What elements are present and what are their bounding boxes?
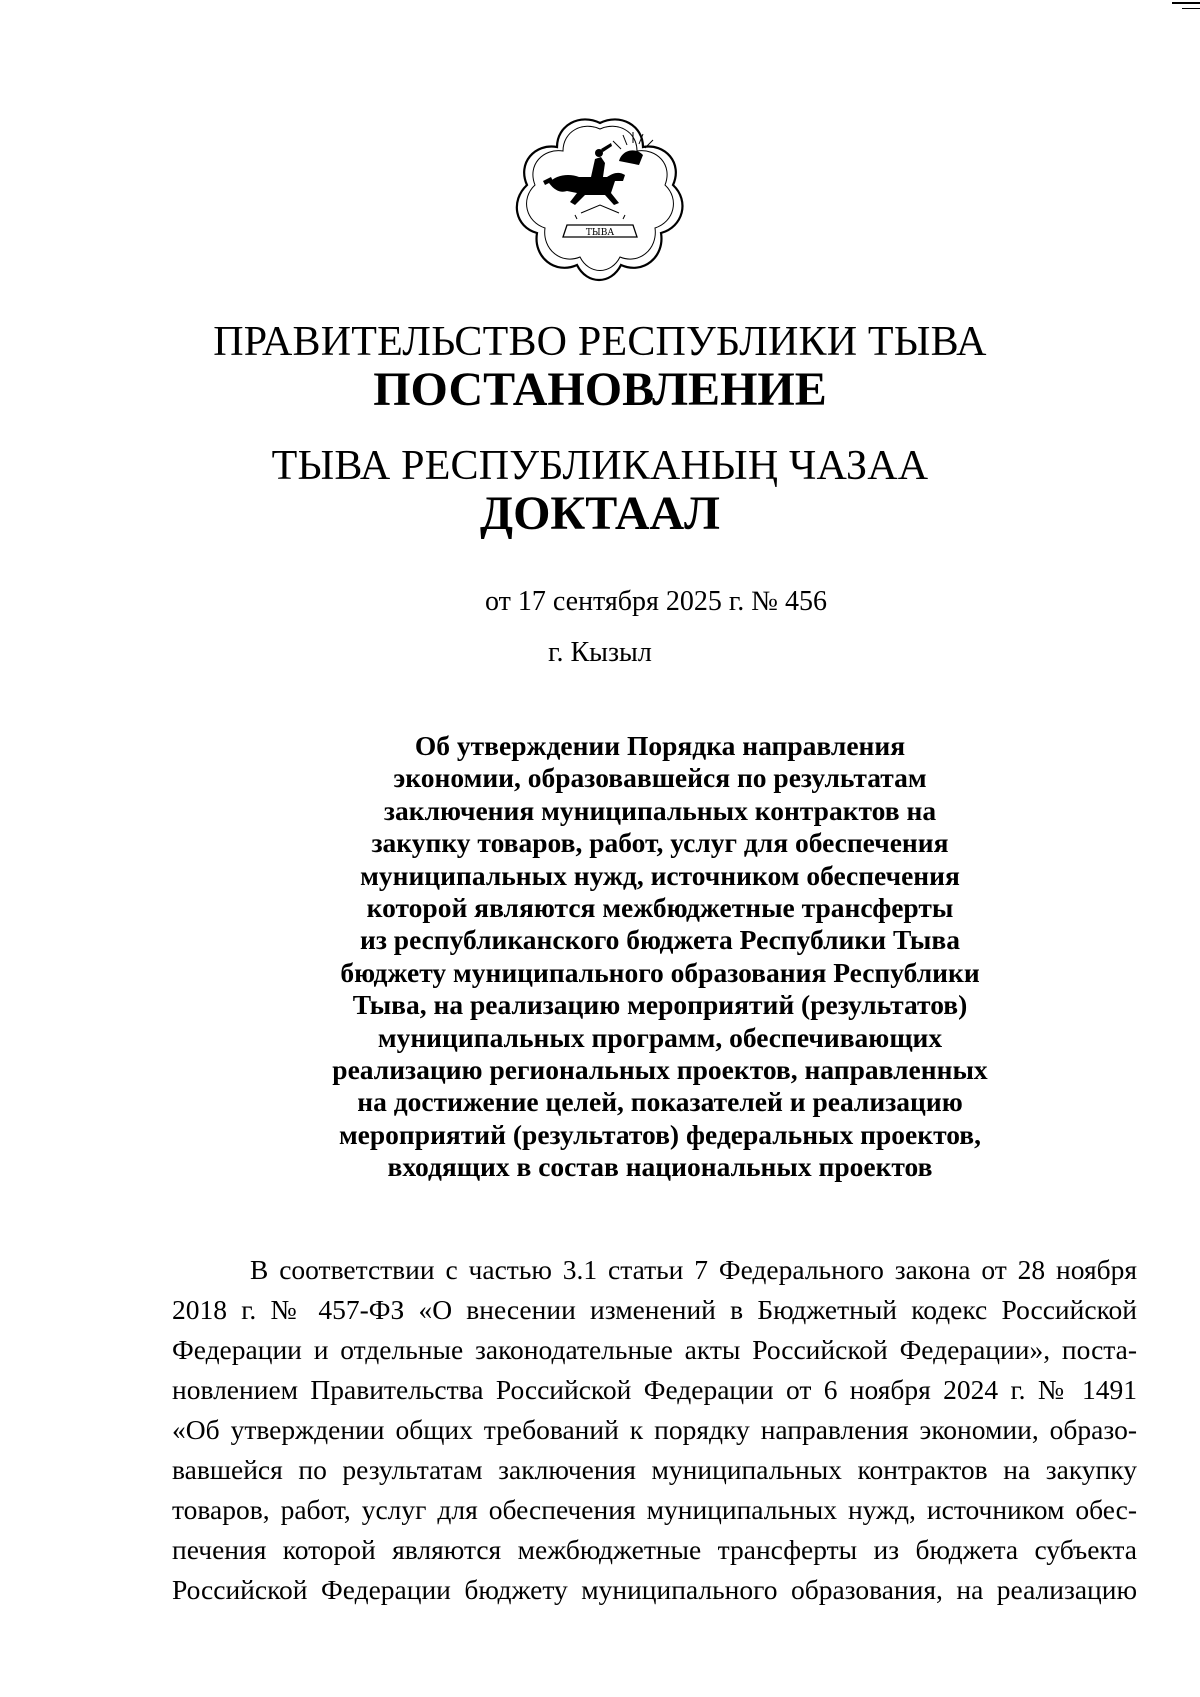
ribbon-text: ТЫВА [585, 228, 615, 238]
document-type-ru: ПОСТАНОВЛЕНИЕ [373, 363, 827, 416]
government-name-tyv: ТЫВА РЕСПУБЛИКАНЫҢ ЧАЗАА [271, 443, 929, 489]
title-line: которой являются межбюджетные трансферты [366, 891, 954, 923]
body-line: товаров, работ, услуг для обеспечения муниципальных нужд, источником обес- [172, 1494, 1137, 1525]
body-line: новлением Правительства Российской Федерации от 6 ноября 2024 г. № 1491 [172, 1374, 1137, 1405]
title-line: муниципальных программ, обеспечивающих [377, 1021, 943, 1053]
title-line: входящих в состав национальных проектов [387, 1151, 933, 1183]
document-type-tyv: ДОКТААЛ [480, 487, 720, 540]
title-line: Об утверждении Порядка направления [414, 730, 906, 761]
body-line: «Об утверждении общих требований к порядку направления экономии, образо- [172, 1414, 1137, 1445]
title-line: закупку товаров, работ, услуг для обеспечения [371, 827, 949, 859]
coat-of-arms-emblem [515, 115, 685, 285]
document-title [310, 730, 1010, 1183]
title-line: мероприятий (результатов) федеральных проектов, [338, 1118, 982, 1150]
body-line: вавшейся по результатам заключения муниципальных контрактов на закупку [172, 1454, 1137, 1485]
title-line: заключения муниципальных контрактов на [383, 794, 937, 826]
body-line: Российской Федерации бюджету муниципального образования, на реализацию [172, 1574, 1137, 1605]
body-line: 2018 г. № 457-ФЗ «О внесении изменений в Бюджетный кодекс Российской [172, 1294, 1137, 1325]
body-line: печения которой являются межбюджетные трансферты из бюджета субъекта [172, 1534, 1137, 1565]
city: г. Кызыл [548, 637, 652, 668]
title-line: на достижение целей, показателей и реализацию [357, 1086, 963, 1118]
title-line: бюджету муниципального образования Республики [340, 956, 980, 988]
date-and-number: от 17 сентября 2025 г. № 456 [485, 586, 827, 617]
title-line: муниципальных нужд, источником обеспечения [360, 859, 960, 891]
title-line: из республиканского бюджета Республики Тыва [360, 924, 960, 956]
body-paragraph [172, 1250, 1137, 1610]
body-line: В соответствии с частью 3.1 статьи 7 Федерального закона от 28 ноября [250, 1254, 1137, 1285]
title-line: экономии, образовавшейся по результатам [393, 762, 927, 794]
body-line: Федерации и отдельные законодательные акты Российской Федерации», поста- [172, 1334, 1137, 1365]
title-line: реализацию региональных проектов, направленных [332, 1053, 988, 1085]
government-name-ru: ПРАВИТЕЛЬСТВО РЕСПУБЛИКИ ТЫВА [213, 319, 987, 365]
title-line: Тыва, на реализацию мероприятий (результатов) [352, 989, 968, 1021]
scan-edge-mark [1172, 0, 1200, 14]
